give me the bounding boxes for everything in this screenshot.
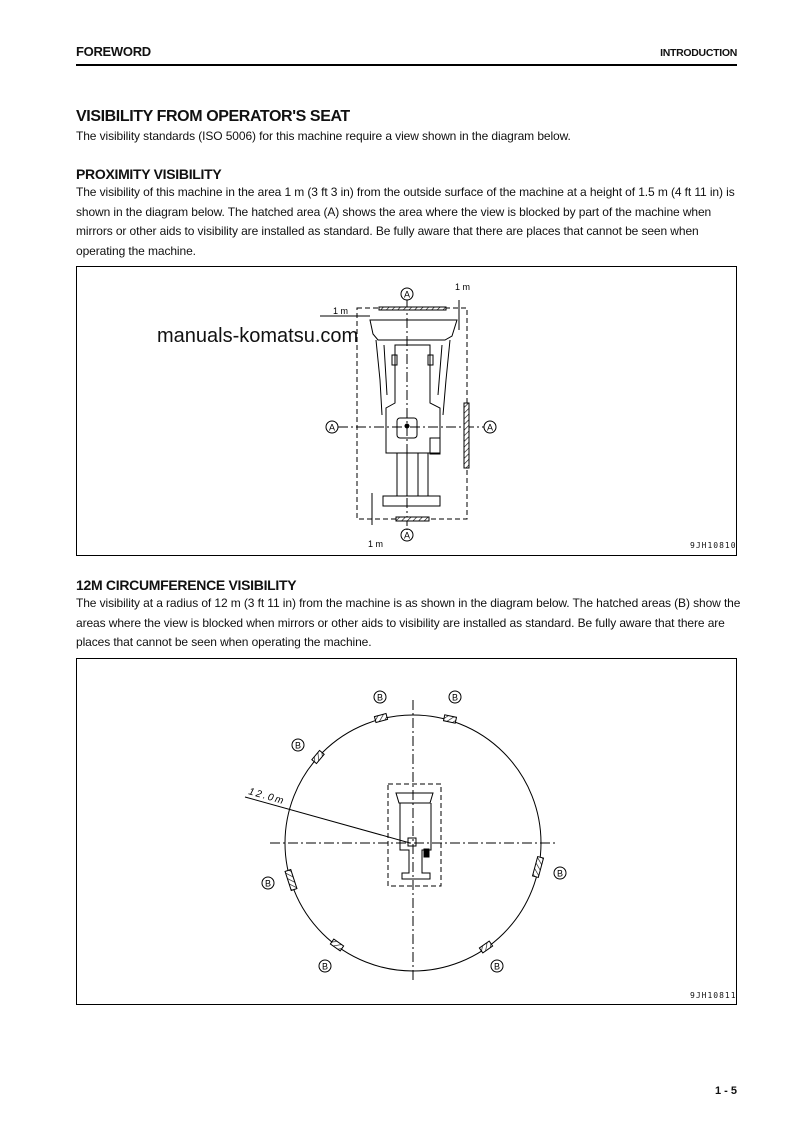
section-text-proximity: The visibility of this machine in the area 1 m (3 ft 3 in) from the outside surface of the machine at a height of 1.5 m (4 ft 11 in) is shown in the diagram below. The hatched area (A) shows the area where the view is blocked by part of the machine when mirrors or other aids to visibility are installed as standard. Be fully aware that there are places that cannot be seen when operating the machine.	[76, 185, 735, 258]
distance-label-left: 1 m	[333, 306, 349, 316]
marker-circles	[262, 691, 566, 972]
section-title-proximity: PROXIMITY VISIBILITY	[76, 166, 222, 182]
distance-label-top: 1 m	[455, 282, 471, 292]
section-text-circumference: The visibility at a radius of 12 m (3 ft 11 in) from the machine is as shown in the diagram below. The hatched areas (B) show the areas where the view is blocked when mirrors or other aids to visibility are installed as standard. Be fully aware that there are places that cannot be seen when operating the machine.	[76, 596, 741, 649]
hatched-areas-b	[285, 714, 543, 953]
section-title-circumference: 12M CIRCUMFERENCE VISIBILITY	[76, 577, 297, 593]
marker-a-right: A	[486, 422, 494, 433]
marker-a-top: A	[403, 289, 411, 300]
header-section-label: FOREWORD	[76, 44, 151, 59]
distance-label-bottom: 1 m	[368, 539, 384, 549]
marker-b: B	[321, 961, 329, 972]
marker-b: B	[294, 740, 302, 751]
marker-b: B	[493, 961, 501, 972]
figure-code-2: 9JH10811	[690, 991, 737, 1000]
section-title-visibility: VISIBILITY FROM OPERATOR'S SEAT	[76, 108, 350, 125]
header-chapter-label: INTRODUCTION	[660, 47, 737, 59]
page-number: 1 - 5	[714, 1085, 737, 1097]
marker-b: B	[376, 692, 384, 703]
marker-a-left: A	[328, 422, 336, 433]
machine-outline-icon	[396, 793, 433, 879]
figure-code-1: 9JH10810	[690, 541, 737, 550]
radius-label: 12.0m	[247, 786, 287, 808]
marker-b: B	[556, 868, 564, 879]
marker-b: B	[451, 692, 459, 703]
marker-b: B	[264, 878, 272, 889]
section-text-visibility: The visibility standards (ISO 5006) for this machine require a view shown in the diagram below.	[76, 129, 571, 143]
watermark: manuals-komatsu.com	[157, 325, 359, 347]
marker-a-bottom: A	[403, 530, 411, 541]
